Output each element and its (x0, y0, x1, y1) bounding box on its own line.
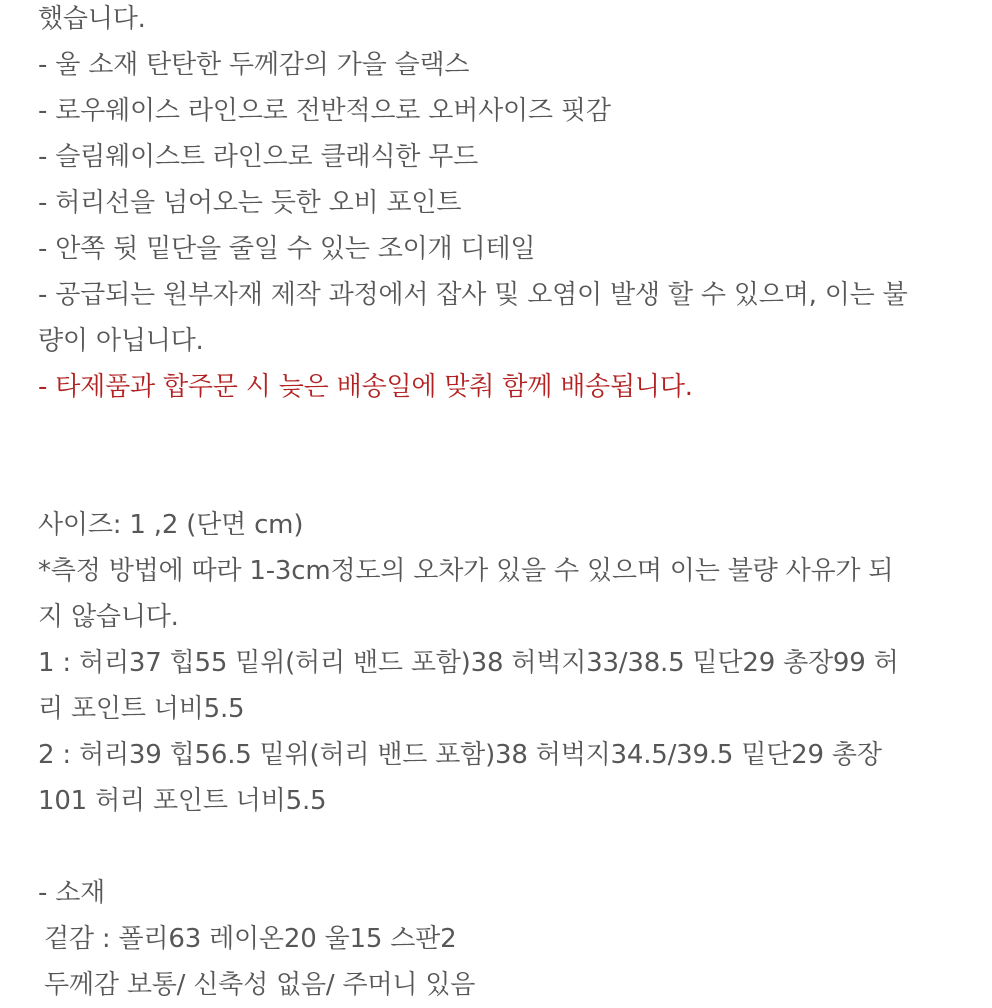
size-1-spec: 1 : 허리37 힙55 밑위(허리 밴드 포함)38 허벅지33/38.5 밑단29 총장99 허 (38, 648, 899, 678)
feature-line: - 안쪽 뒷 밑단을 줄일 수 있는 조이개 디테일 (38, 234, 536, 264)
feature-line: - 공급되는 원부자재 제작 과정에서 잡사 및 오염이 발생 할 수 있으며, 이는 불 (38, 280, 908, 310)
feature-line: 량이 아닙니다. (38, 326, 204, 356)
material-composition: 겉감 : 폴리63 레이온20 울15 스판2 (44, 924, 457, 954)
shipping-notice: - 타제품과 합주문 시 늦은 배송일에 맞춰 함께 배송됩니다. (38, 372, 693, 402)
material-properties: 두께감 보통/ 신축성 없음/ 주머니 있음 (44, 970, 476, 1000)
product-description (38, 0, 968, 1008)
size-2-spec: 101 허리 포인트 너비5.5 (38, 786, 327, 816)
measurement-note: *측정 방법에 따라 1-3cm정도의 오차가 있을 수 있으며 이는 불량 사유가 되 (38, 556, 894, 586)
feature-line: - 울 소재 탄탄한 두께감의 가을 슬랙스 (38, 50, 470, 80)
size-1-spec: 리 포인트 너비5.5 (38, 694, 245, 724)
material-title: - 소재 (38, 878, 106, 908)
feature-line: - 허리선을 넘어오는 듯한 오비 포인트 (38, 188, 462, 218)
size-title: 사이즈: 1 ,2 (단면 cm) (38, 510, 304, 540)
spacer (38, 410, 968, 502)
feature-line: - 로우웨이스 라인으로 전반적으로 오버사이즈 핏감 (38, 96, 611, 126)
feature-line: - 슬림웨이스트 라인으로 클래식한 무드 (38, 142, 479, 172)
measurement-note: 지 않습니다. (38, 602, 179, 632)
spacer (38, 824, 968, 870)
size-2-spec: 2 : 허리39 힙56.5 밑위(허리 밴드 포함)38 허벅지34.5/39.5 밑단29 총장 (38, 740, 882, 770)
intro-continuation: 했습니다. (38, 4, 146, 34)
